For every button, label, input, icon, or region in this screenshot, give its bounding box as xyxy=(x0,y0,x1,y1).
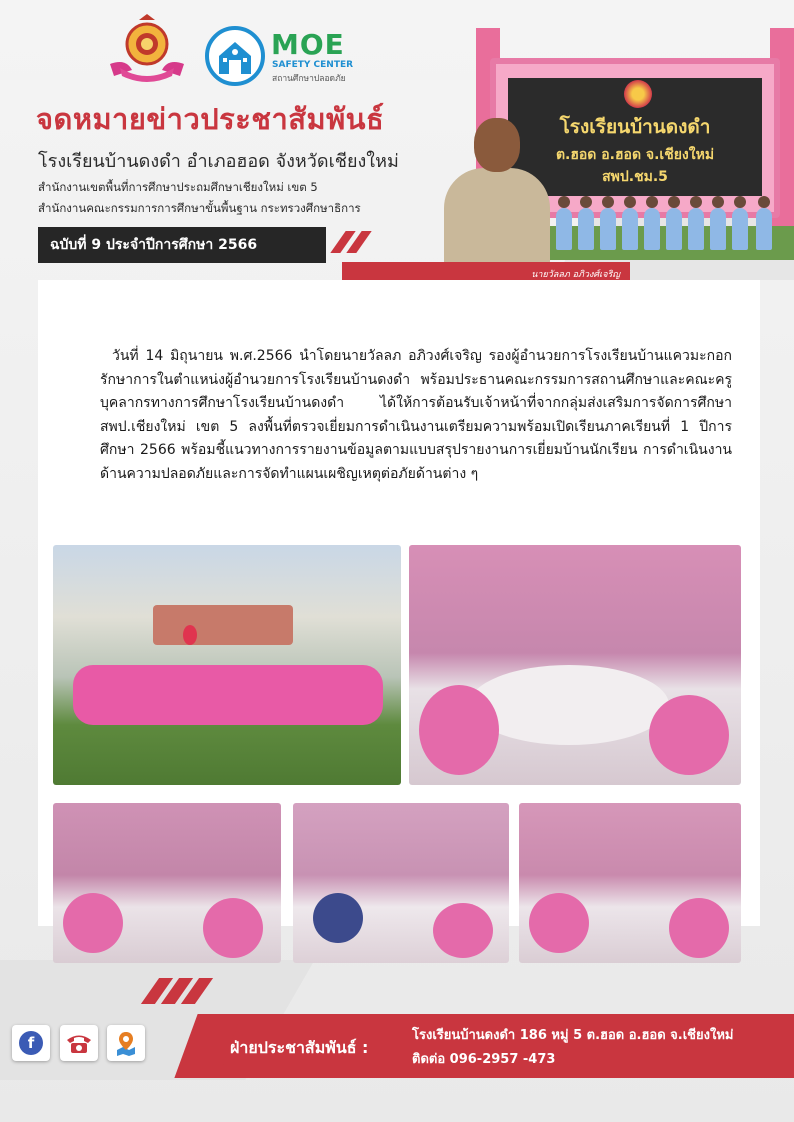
sign-district: สพป.ชม.5 xyxy=(602,169,668,185)
facebook-link[interactable] xyxy=(12,1025,50,1061)
students-group xyxy=(536,186,794,260)
moe-logo-thai: สถานศึกษาปลอดภัย xyxy=(272,74,346,84)
meeting-photo xyxy=(293,803,509,963)
school-name-subtitle: โรงเรียนบ้านดงดำ อำเภอฮอด จังหวัดเชียงใหม่ xyxy=(38,151,399,172)
sign-address: ต.ฮอด อ.ฮอด จ.เชียงใหม่ xyxy=(555,147,715,163)
sign-school-name: โรงเรียนบ้านดงดำ xyxy=(559,116,711,138)
meeting-photo xyxy=(53,803,281,963)
map-link[interactable] xyxy=(107,1025,145,1061)
director-portrait xyxy=(440,118,550,266)
news-paragraph: วันที่ 14 มิถุนายน พ.ศ.2566 นำโดยนายวัลลภ อภิวงศ์เจริญ รองผู้อำนวยการโรงเรียนบ้านแควมะกอก รักษาการในตำแหน่งผู้อำนวยการโรงเรียนบ้านดงดำ พร้อมประธานคณะกรรมการสถานศึกษาและคณะครูบุคลากรทางการศึกษาโรงเรียนบ้านดงดำ ได้ให้การต้อนรับเจ้าหน้าที่จากกลุ่มส่งเสริมการจัดการศึกษา สพป.เชียงใหม่ เขต 5 ลงพื้นที่ตรวจเยี่ยมการดำเนินงานเตรียมความพร้อมเปิดเรียนภาคเรียนที่ 1 ปีการศึกษา 2566 พร้อมชี้แนวทางการรายงานข้อมูลตามแบบสรุปรายงานการเยี่ยมบ้านนักเรียน การดำเนินงานด้านความปลอดภัยและการจัดทำแผนเผชิญเหตุต่อภัยด้านต่าง ๆ xyxy=(100,348,732,482)
office-line-2: สำนักงานคณะกรรมการการศึกษาขั้นพื้นฐาน กระทรวงศึกษาธิการ xyxy=(38,201,361,215)
meeting-photo xyxy=(519,803,741,963)
school-house-icon xyxy=(205,26,265,86)
issue-banner xyxy=(38,227,326,263)
telephone-icon xyxy=(64,1031,94,1055)
sign-crest-icon xyxy=(624,80,652,108)
newsletter-title: จดหมายข่าวประชาสัมพันธ์ xyxy=(36,102,385,136)
office-line-1: สำนักงานเขตพื้นที่การศึกษาประถมศึกษาเชียงใหม่ เขต 5 xyxy=(38,180,318,194)
moe-logo-text: MOE xyxy=(271,28,345,61)
group-photo xyxy=(53,545,401,785)
moe-logo-tagline: SAFETY CENTER xyxy=(272,60,354,70)
meeting-photo xyxy=(409,545,741,785)
footer-label: ฝ่ายประชาสัมพันธ์ : xyxy=(230,1038,369,1057)
telephone-link[interactable] xyxy=(60,1025,98,1061)
director-name: นายวัลลภ อภิวงศ์เจริญ xyxy=(531,270,620,280)
footer-phone[interactable]: ติดต่อ 096-2957 -473 xyxy=(412,1052,556,1067)
facebook-icon: f xyxy=(19,1031,43,1055)
moe-safety-center-logo xyxy=(205,26,365,88)
issue-label: ฉบับที่ 9 ประจำปีการศึกษา 2566 xyxy=(50,237,258,253)
footer-address: โรงเรียนบ้านดงดำ 186 หมู่ 5 ต.ฮอด อ.ฮอด จ.เชียงใหม่ xyxy=(412,1028,734,1043)
map-pin-icon xyxy=(113,1030,139,1056)
school-emblem-logo xyxy=(106,14,188,86)
